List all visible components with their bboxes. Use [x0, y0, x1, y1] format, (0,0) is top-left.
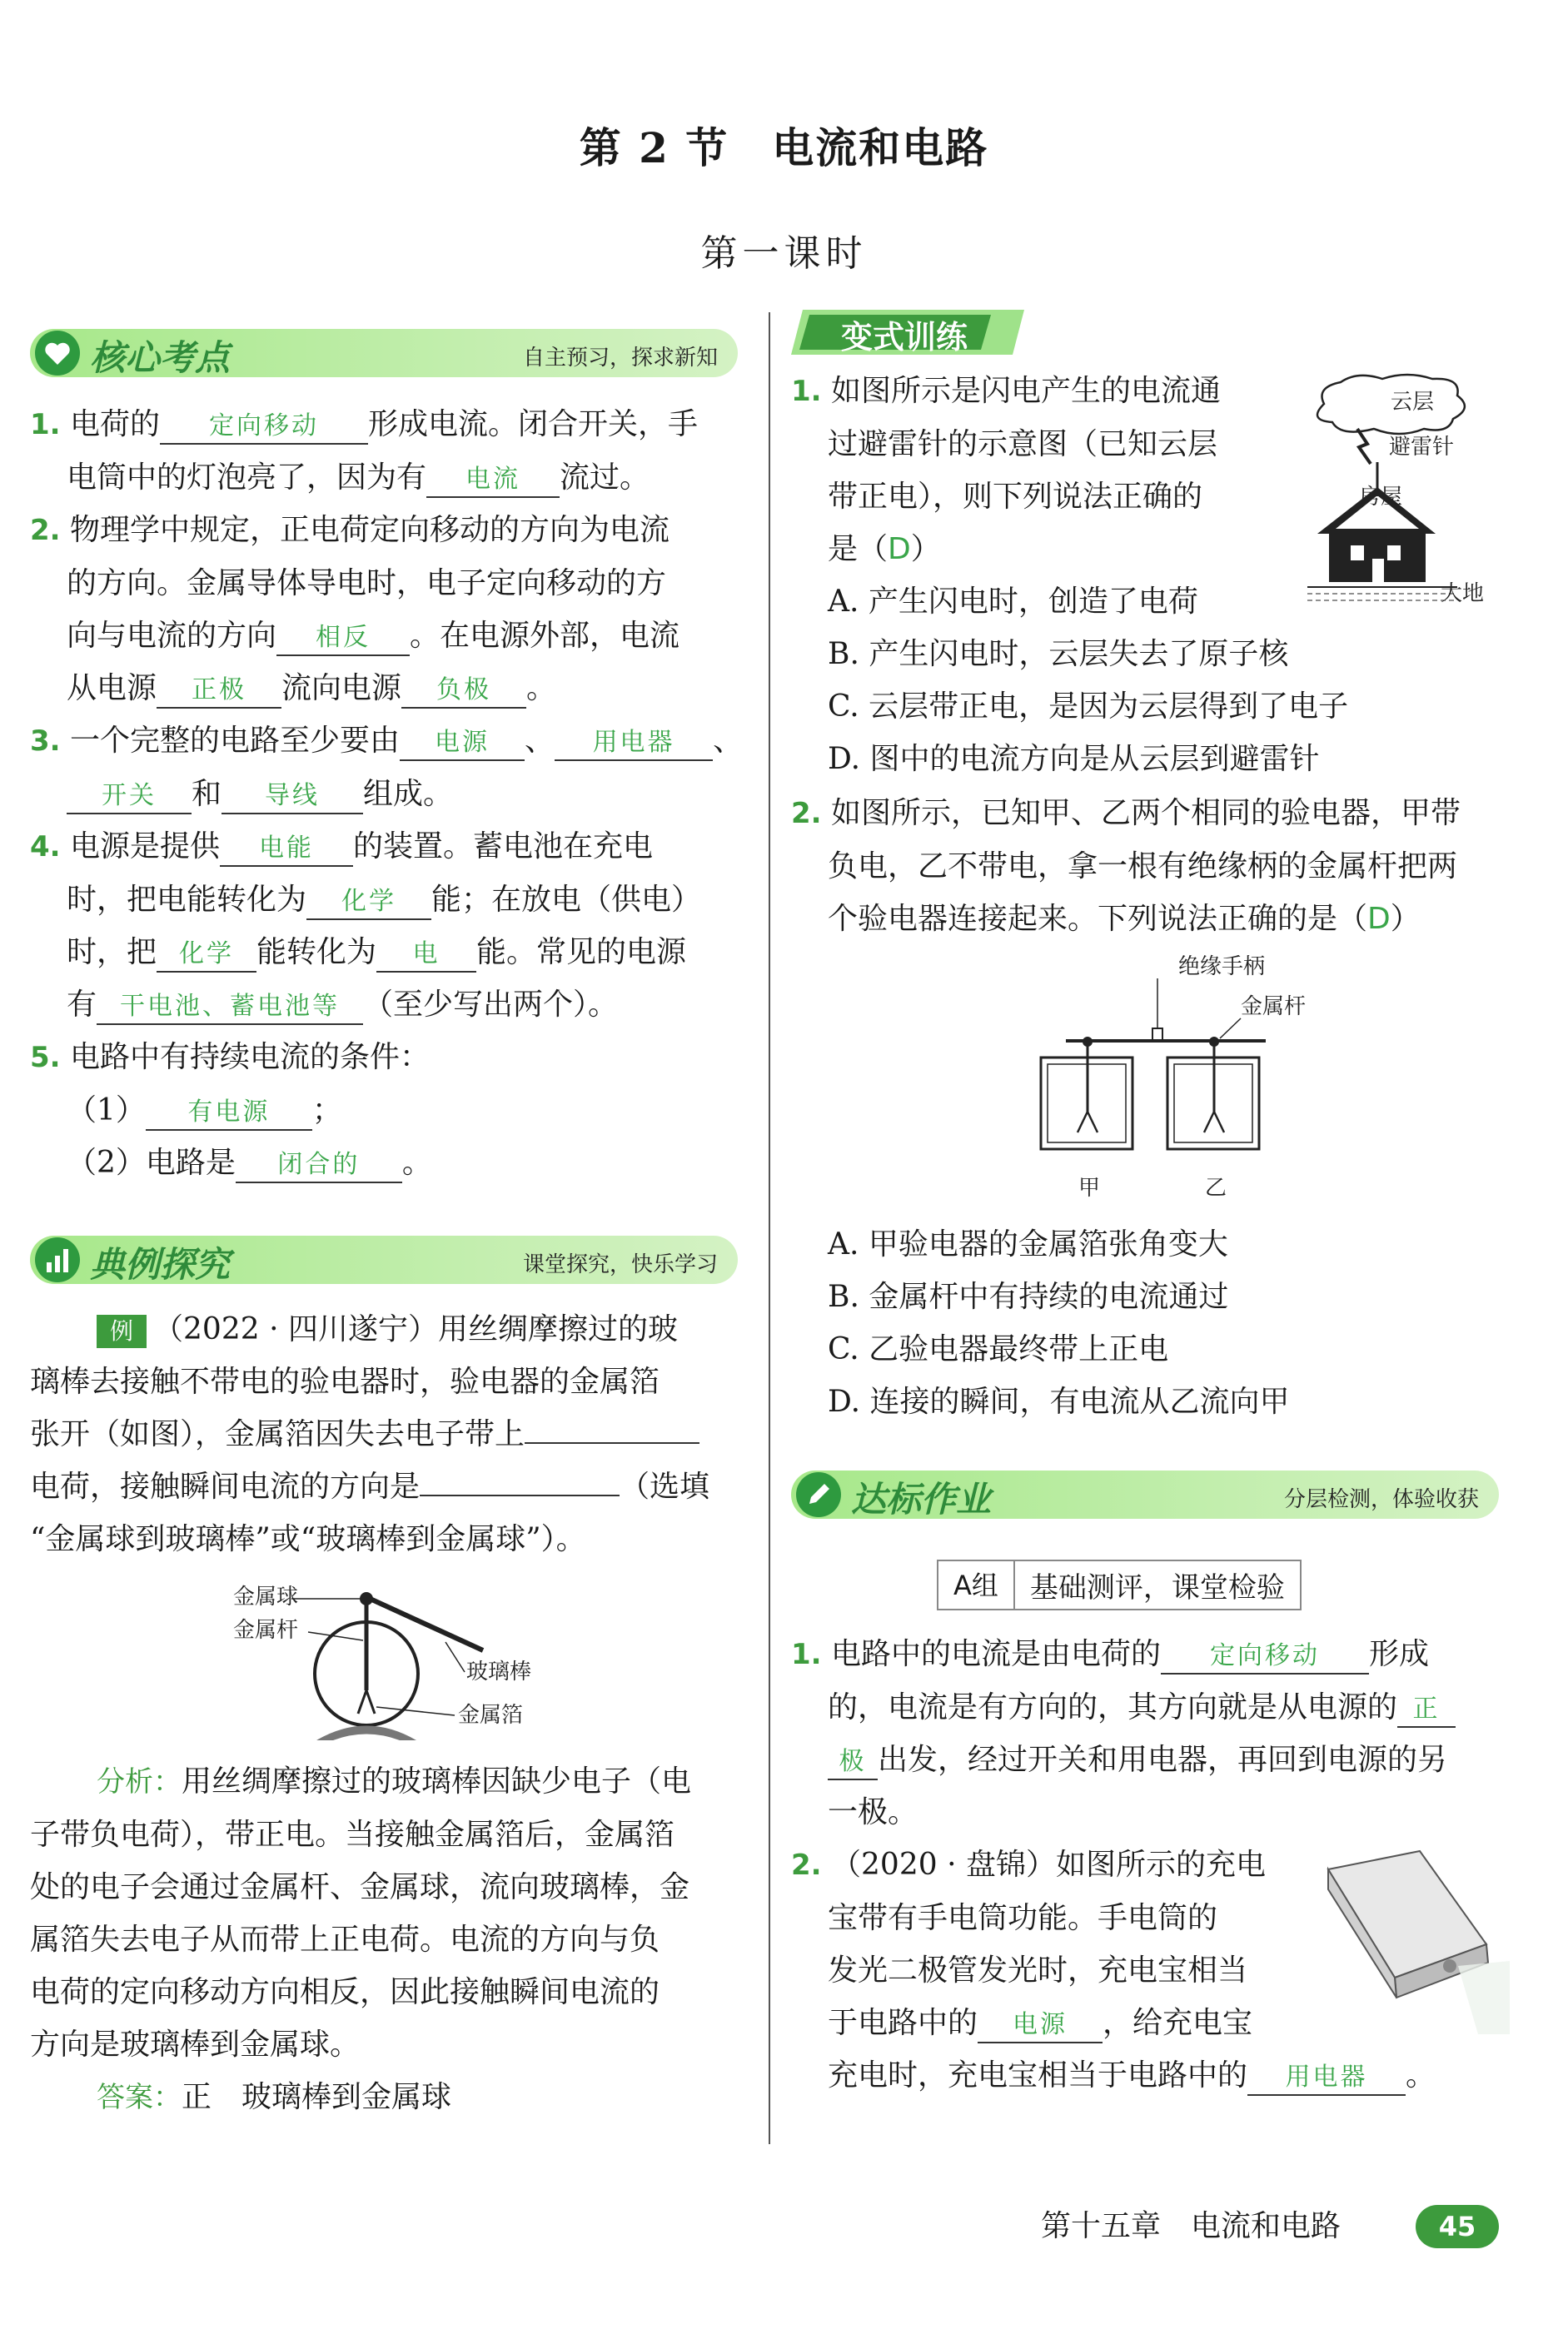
answer-blank: 定向移动: [160, 410, 368, 445]
text: （2020 · 盘锦）如图所示的充电: [831, 1848, 1266, 1882]
answer-blank: 用电器: [1247, 2061, 1406, 2096]
key-points-title: 核心考点: [90, 337, 231, 378]
text: 用丝绸摩擦过的玻璃棒因缺少电子（电: [182, 1764, 692, 1799]
question-number: 3.: [30, 724, 61, 758]
electroscope-b-label: 乙: [1205, 1176, 1227, 1201]
question-line: 发光二极管发光时，充电宝相当: [828, 1953, 1248, 1988]
question-line: [791, 893, 1541, 945]
text: 、: [525, 724, 555, 758]
rod-label: 金属杆: [1241, 994, 1307, 1019]
question-line: [30, 557, 754, 610]
bar-chart-icon: [35, 1237, 80, 1282]
answer-blank: [420, 1465, 620, 1496]
question: [30, 504, 754, 557]
text: 如图所示是闪电产生的电流通: [831, 374, 1222, 408]
page-title: 第 2 节 电流和电路: [579, 123, 989, 172]
text: 出发，经过开关和用电器，再回到电源的另: [878, 1743, 1448, 1777]
text: 流过。: [560, 460, 650, 495]
answer-line: [30, 2071, 754, 2124]
glass-label: 玻璃棒: [466, 1660, 532, 1685]
question-line: [791, 1734, 1541, 1786]
question-line: [30, 978, 754, 1031]
text: 电荷，接触瞬间电流的方向是: [30, 1470, 421, 1504]
option: B. 金属杆中有持续的电流通过: [828, 1280, 1229, 1314]
answer-blank: 开关: [67, 779, 192, 814]
text: 充电时，充电宝相当于电路中的: [828, 2058, 1248, 2093]
text: 、: [713, 724, 744, 758]
text: 时，把: [67, 935, 157, 969]
question-line: [791, 787, 1541, 840]
house-label: 房屋: [1359, 485, 1403, 510]
text: 形成: [1369, 1637, 1430, 1671]
example-tag: 课堂探究，快乐学习: [522, 1252, 718, 1277]
footer-chapter: 第十五章 电流和电路: [1041, 2209, 1342, 2243]
rod-label: 避雷针: [1389, 435, 1455, 460]
option: C. 云层带正电，是因为云层得到了电子: [828, 689, 1349, 724]
text: 如图所示，已知甲、乙两个相同的验电器，甲带: [831, 796, 1461, 830]
text: 组成。: [363, 777, 454, 811]
variant-banner: [791, 310, 1024, 358]
example-line: [30, 1408, 754, 1461]
text: ；: [311, 1093, 342, 1127]
question-line: [30, 662, 754, 714]
example-line: [30, 1461, 754, 1513]
option: A. 产生闪电时，创造了电荷: [828, 585, 1198, 619]
text: 。: [1406, 2058, 1436, 2093]
text: 的，电流是有方向的，其方向就是从电源的: [828, 1690, 1398, 1724]
option: C. 乙验电器最终带上正电: [828, 1332, 1169, 1366]
text: 是（: [828, 532, 889, 566]
example-line: [30, 1303, 754, 1356]
variant-title: 变式训练: [841, 319, 968, 356]
question-line: [791, 1681, 1541, 1734]
text: 的方向。金属导体导电时，电子定向移动的方: [67, 566, 667, 600]
analysis-line: 属箔失去电子从而带上正电荷。电流的方向与负: [30, 1923, 660, 1957]
column-divider: [769, 312, 770, 2144]
text: 电源是提供: [70, 829, 221, 863]
example-title: 典例探究: [90, 1244, 231, 1285]
answer-blank: 化学: [157, 938, 256, 973]
text: 电路中有持续电流的条件：: [70, 1040, 431, 1074]
ground-label: 大地: [1441, 581, 1485, 606]
page-number: 45: [1416, 2205, 1499, 2248]
group-title: 基础测评，课堂检验: [1013, 1560, 1302, 1610]
text: 。: [401, 1146, 432, 1180]
text: 能转化为: [256, 935, 377, 969]
answer-blank: 正: [1397, 1693, 1456, 1728]
foil-label: 金属箔: [458, 1703, 524, 1728]
option: D. 图中的电流方向是从云层到避雷针: [828, 742, 1320, 776]
text: 和: [192, 777, 222, 811]
answer-blank: 导线: [222, 779, 363, 814]
answer-blank: 电源: [400, 726, 525, 761]
lesson-subtitle: 第一课时: [700, 232, 868, 275]
text: 有: [67, 988, 97, 1022]
answer-blank: 有电源: [146, 1096, 312, 1131]
electroscope-figure: [225, 1574, 558, 1740]
ball-label: 金属球: [233, 1585, 299, 1610]
question: [30, 714, 754, 768]
text: ）: [1390, 902, 1421, 936]
text: 于电路中的: [828, 2006, 978, 2040]
electroscope-a-label: 甲: [1078, 1176, 1101, 1201]
text: 的装置。蓄电池在充电: [353, 829, 654, 863]
question-line: 一极。: [828, 1795, 918, 1829]
text: 一个完整的电路至少要由: [70, 724, 401, 758]
text: 张开（如图），金属箔因失去电子带上: [30, 1417, 525, 1451]
choice-answer: D: [888, 532, 911, 566]
answer-blank: [525, 1412, 699, 1444]
question-number: 2.: [791, 1849, 822, 1882]
rod-label: 金属杆: [233, 1618, 299, 1643]
text: ，给充电宝: [1103, 2006, 1253, 2040]
text: （2022 · 四川遂宁）用丝绸摩擦过的玻: [153, 1312, 678, 1346]
cloud-label: 云层: [1391, 390, 1435, 415]
text: 时，把电能转化为: [67, 883, 307, 917]
handle-label: 绝缘手柄: [1178, 954, 1266, 979]
answer-blank: 相反: [276, 621, 410, 656]
example-tag-label: 例: [97, 1315, 147, 1348]
two-electroscopes-figure: [1033, 945, 1366, 1212]
question-line: [30, 873, 754, 926]
homework-title: 达标作业: [851, 1479, 992, 1520]
question-line: 负电，乙不带电，拿一根有绝缘柄的金属杆把两: [828, 849, 1458, 883]
text: ）: [910, 532, 941, 566]
question-number: 1.: [30, 408, 61, 441]
text: 从电源: [67, 671, 157, 705]
key-points-tag: 自主预习，探求新知: [522, 346, 718, 371]
text: 形成电流。闭合开关，手: [368, 407, 699, 441]
question-number: 1.: [791, 375, 822, 408]
question-line: [30, 1084, 754, 1137]
question: [30, 1031, 754, 1084]
question-number: 4.: [30, 830, 61, 863]
question-line: [791, 2049, 1541, 2102]
homework-q1: [791, 1628, 1541, 1839]
answer-blank: 电源: [978, 2008, 1103, 2043]
homework-banner: [791, 1471, 1499, 1519]
text: 正 玻璃棒到金属球: [182, 2080, 452, 2114]
analysis-line: 电荷的定向移动方向相反，因此接触瞬间电流的: [30, 1975, 660, 2009]
key-points-list: [30, 398, 754, 1189]
power-bank-image: [1295, 1844, 1511, 2036]
analysis-line: 子带负电荷），带正电。当接触金属箔后，金属箔: [30, 1818, 675, 1852]
answer-blank: 负极: [401, 674, 526, 709]
variant-q2-options: [791, 1218, 1541, 1428]
analysis-line: 处的电子会通过金属杆、金属球，流向玻璃棒，金: [30, 1870, 690, 1904]
answer-blank: 正极: [157, 674, 281, 709]
text: 。在电源外部，电流: [410, 619, 680, 653]
question-number: 5.: [30, 1041, 61, 1074]
example-line: 璃棒去接触不带电的验电器时，验电器的金属箔: [30, 1365, 660, 1399]
question-number: 2.: [30, 514, 61, 547]
text: （至少写出两个）。: [363, 988, 619, 1022]
question-line: [30, 1137, 754, 1189]
question-number: 2.: [791, 797, 822, 830]
question-number: 1.: [791, 1638, 822, 1671]
text: 个验电器连接起来。下列说法正确的是（: [828, 902, 1368, 936]
question: [30, 398, 754, 451]
text: 电筒中的灯泡亮了，因为有: [67, 460, 427, 495]
question-line: [791, 1628, 1541, 1681]
text: 。: [526, 671, 557, 705]
analysis: [30, 1755, 754, 2124]
answer-blank: 用电器: [555, 726, 713, 761]
example-banner: [30, 1236, 738, 1284]
text: 能；在放电（供电）: [431, 883, 702, 917]
text: 流向电源: [281, 671, 402, 705]
answer-blank: 电: [376, 938, 476, 973]
lightning-figure: [1307, 371, 1499, 612]
text: （选填: [620, 1470, 710, 1504]
question-line: [30, 610, 754, 662]
option: D. 连接的瞬间，有电流从乙流向甲: [828, 1385, 1290, 1419]
analysis-line: 方向是玻璃棒到金属球。: [30, 2028, 361, 2062]
question-line: [30, 926, 754, 978]
answer-blank: 化学: [306, 885, 431, 920]
text: 能。常见的电源: [476, 935, 687, 969]
group-box: [937, 1560, 1302, 1610]
heart-icon: [35, 331, 80, 376]
question-line: [30, 768, 754, 820]
answer-blank: 干电池、蓄电池等: [97, 990, 363, 1025]
answer-blank: 电能: [220, 832, 353, 867]
answer-blank: 定向移动: [1161, 1640, 1369, 1675]
answer-blank: 电流: [426, 463, 560, 498]
text: 电路中的电流是由电荷的: [831, 1637, 1162, 1671]
option: B. 产生闪电时，云层失去了原子核: [828, 637, 1289, 671]
question: [30, 820, 754, 873]
analysis-label: 分析：: [97, 1765, 182, 1799]
analysis-line: [30, 1755, 754, 1809]
variant-q2: [791, 787, 1541, 945]
key-points-banner: [30, 329, 738, 377]
text: 向与电流的方向: [67, 619, 277, 653]
answer-blank: 极: [828, 1745, 878, 1780]
group-label: A组: [937, 1560, 1013, 1610]
example-line: “金属球到玻璃棒”或“玻璃棒到金属球”）。: [30, 1522, 586, 1556]
homework-tag: 分层检测，体验收获: [1283, 1487, 1479, 1512]
text: 电荷的: [70, 407, 161, 441]
pencil-icon: [796, 1472, 841, 1517]
answer-label: 答案：: [97, 2081, 182, 2114]
text: （1）: [67, 1093, 146, 1127]
question-line: 过避雷针的示意图（已知云层: [828, 427, 1218, 461]
text: 物理学中规定，正电荷定向移动的方向为电流: [70, 513, 670, 547]
option: A. 甲验电器的金属箔张角变大: [828, 1227, 1228, 1262]
text: （2）电路是: [67, 1146, 236, 1180]
example-body: [30, 1303, 754, 1565]
question-line: 宝带有手电筒功能。手电筒的: [828, 1901, 1218, 1935]
question-line: 带正电），则下列说法正确的: [828, 480, 1203, 514]
choice-answer: D: [1367, 902, 1391, 936]
answer-blank: 闭合的: [236, 1148, 402, 1183]
question-line: [30, 451, 754, 504]
